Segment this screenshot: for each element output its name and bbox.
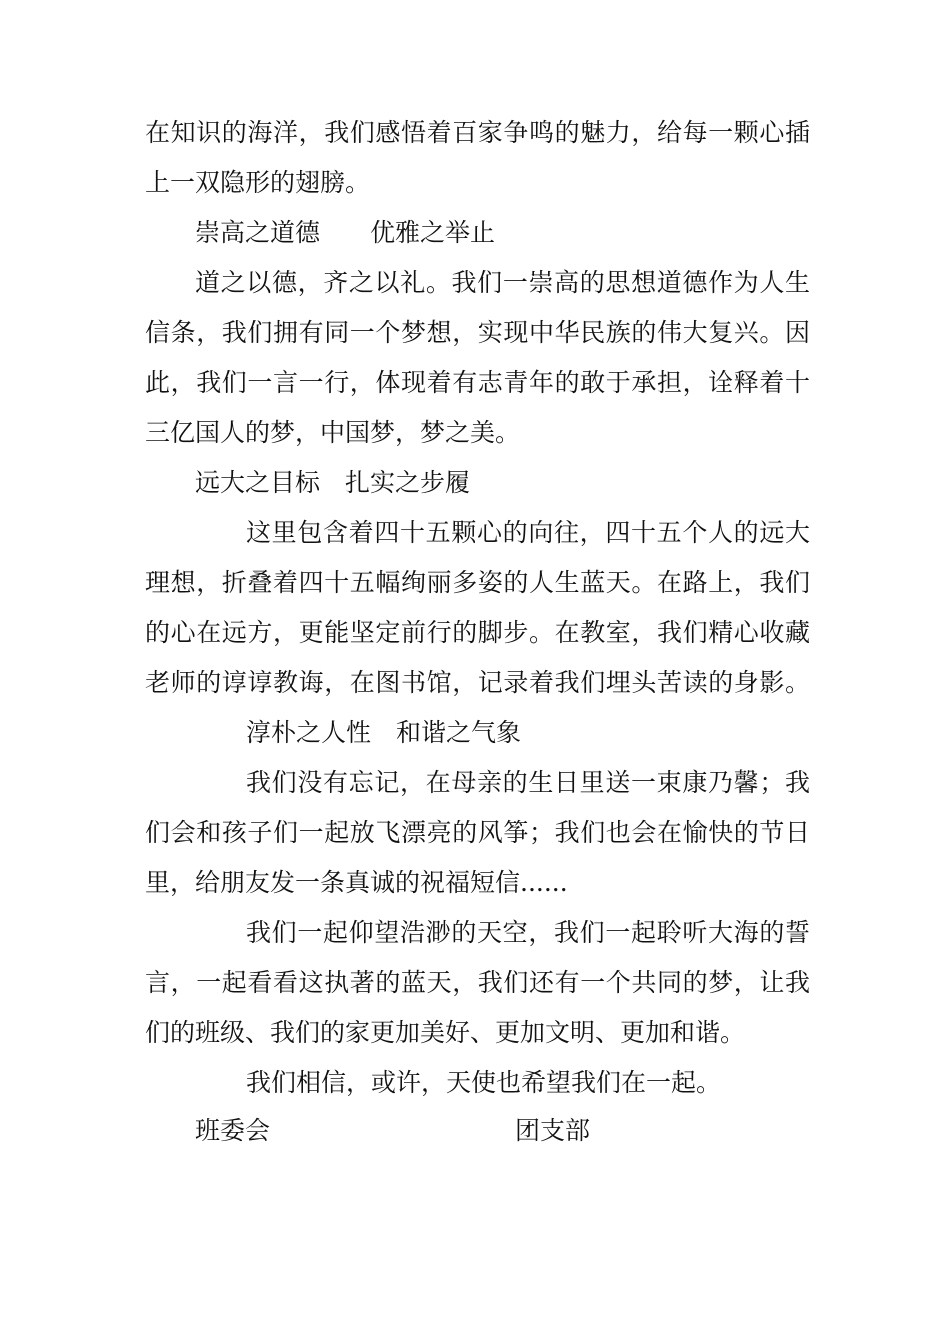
- section-heading-humanity: 淳朴之人性 和谐之气象: [246, 718, 522, 747]
- paragraph-closing: [145, 1058, 810, 1108]
- text-line: 老师的谆谆教诲，在图书馆，记录着我们埋头苦读的身影。: [145, 668, 810, 697]
- signature-league-branch: 团支部: [515, 1116, 591, 1145]
- text-line: 里，给朋友发一条真诚的祝福短信......: [145, 868, 568, 897]
- text-line: 信条，我们拥有同一个梦想，实现中华民族的伟大复兴。因: [145, 318, 810, 347]
- paragraph-humanity: [145, 758, 810, 908]
- text-line: 理想，折叠着四十五幅绚丽多姿的人生蓝天。在路上，我们: [145, 568, 810, 597]
- text-line: 我们相信，或许，天使也希望我们在一起。: [246, 1068, 722, 1097]
- section-heading-morality: 崇高之道德 优雅之举止: [195, 218, 496, 247]
- paragraph-knowledge: [145, 108, 810, 208]
- text-line: 这里包含着四十五颗心的向往，四十五个人的远大: [246, 518, 810, 547]
- text-line: 我们没有忘记，在母亲的生日里送一束康乃馨；我: [246, 768, 810, 797]
- text-line: 道之以德，齐之以礼。我们一崇高的思想道德作为人生: [195, 268, 810, 297]
- text-line: 三亿国人的梦，中国梦，梦之美。: [145, 418, 521, 447]
- document-body: [145, 108, 810, 1108]
- text-line: 的心在远方，更能坚定前行的脚步。在教室，我们精心收藏: [145, 618, 810, 647]
- paragraph-dream: [145, 908, 810, 1058]
- text-line: 们的班级、我们的家更加美好、更加文明、更加和谐。: [145, 1018, 746, 1047]
- text-line: 我们一起仰望浩渺的天空，我们一起聆听大海的誓: [246, 918, 810, 947]
- text-line: 在知识的海洋，我们感悟着百家争鸣的魅力，给每一颗心插: [145, 118, 810, 147]
- text-line: 们会和孩子们一起放飞漂亮的风筝；我们也会在愉快的节日: [145, 818, 810, 847]
- signature-class-committee: 班委会: [195, 1116, 271, 1145]
- text-line: 此，我们一言一行，体现着有志青年的敢于承担，诠释着十: [145, 368, 810, 397]
- text-line: 言，一起看看这执著的蓝天，我们还有一个共同的梦，让我: [145, 968, 810, 997]
- paragraph-goals: [145, 508, 810, 708]
- paragraph-morality: [145, 258, 810, 458]
- section-heading-goals: 远大之目标 扎实之步履: [195, 468, 471, 497]
- text-line: 上一双隐形的翅膀。: [145, 168, 371, 197]
